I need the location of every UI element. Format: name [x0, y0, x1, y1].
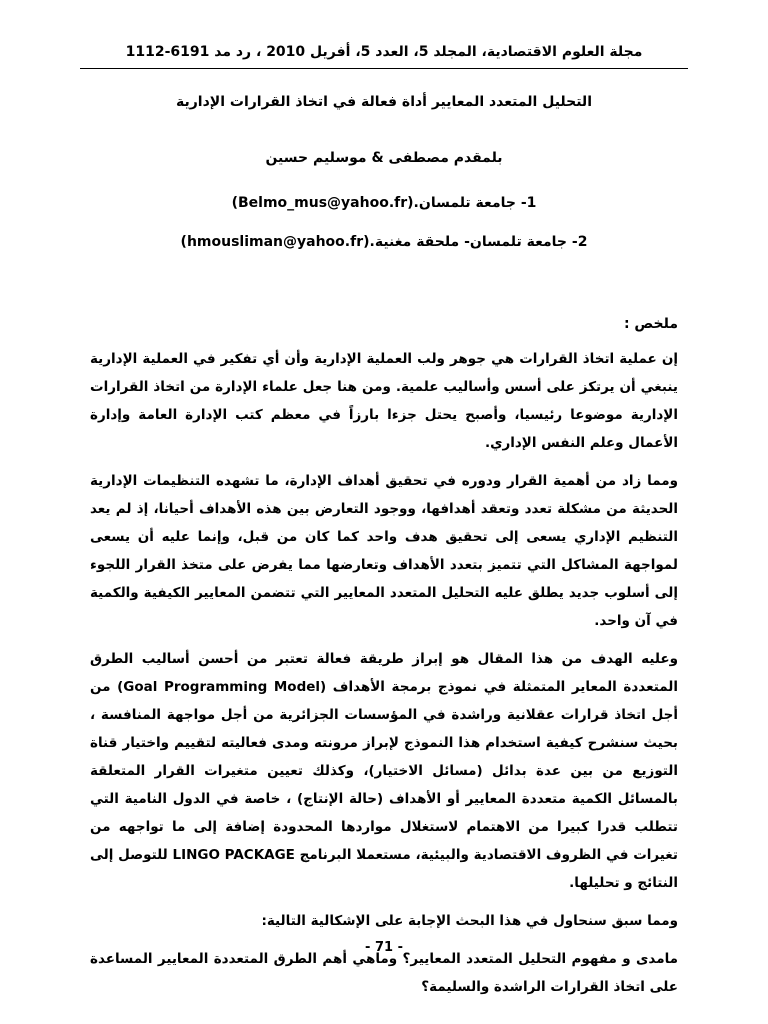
affiliation-1: 1- جامعة تلمسان.(Belmo_mus@yahoo.fr) [231, 195, 537, 211]
abstract-heading: ملخص : [623, 316, 678, 332]
paragraph: ومما زاد من أهمية القرار ودوره في تحقيق أهداف الإدارة، ما تشهده التنظيمات الإدارية الحديثة من مشكلة تعدد وتعقد أهدافها، ووجود التعارض بين هذه الأهداف أحيانا، إذ لم يعد التنظيم الإداري يسعى إلى تحقيق هدف واحد كما كان من قبل، وإنما عليه أن يسعى لمواجهة المشاكل التي تتميز بتعدد الأهداف وتعارضها مما يفرض على متخذ القرار اللجوء إلى أسلوب جديد يطلق عليه التحليل المتعدد المعايير التي تتضمن المعايير الكيفية والكمية في آن واحد. [90, 473, 678, 629]
paragraph: ومما سبق سنحاول في هذا البحث الإجابة على الإشكالية التالية: [261, 913, 678, 929]
paragraph: مامدى و مفهوم التحليل المتعدد المعايير؟ وماهي أهم الطرق المتعددة المعايير المساعدة على اتخاذ القرارات الراشدة والسليمة؟ [90, 951, 678, 995]
abstract-body [90, 345, 678, 1011]
article-title: التحليل المتعدد المعايير أداة فعالة في اتخاذ القرارات الإدارية [175, 94, 592, 110]
paragraph: إن عملية اتخاذ القرارات هي جوهر ولب العملية الإدارية وأن أي تفكير في العملية الإدارية ينبغي أن يرتكز على أسس وأساليب علمية. ومن هنا جعل علماء الإدارة من اتخاذ القرارات الإدارية موضوعا رئيسيا، وأصبح يحتل جزءا بارزاً في معظم كتب الإدارة العامة وإدارة الأعمال وعلم النفس الإداري. [90, 351, 678, 451]
authors: بلمقدم مصطفى & موسليم حسين [265, 150, 503, 166]
affiliation-2: 2- جامعة تلمسان- ملحقة مغنية.(hmousliman@yahoo.fr) [180, 234, 588, 250]
paragraph: وعليه الهدف من هذا المقال هو إبراز طريقة فعالة تعتبر من أحسن أساليب الطرق المتعددة المعاير المتمثلة في نموذج برمجة الأهداف (Goal Programming Model) من أجل اتخاذ قرارات عقلانية وراشدة في المؤسسات الجزائرية من أجل مواجهة المنافسة ، بحيث سنشرح كيفية استخدام هذا النموذج لإبراز مرونته ومدى فعاليته لتقييم واختيار قناة التوزيع من بين عدة بدائل (مسائل الاختيار)، وكذلك تعيين متغيرات القرار المتعلقة بالمسائل الكمية متعددة المعايير أو الأهداف (حالة الإنتاج) ، خاصة في الدول النامية التي تتطلب قدرا كبيرا من الاهتمام لاستغلال مواردها المحدودة إضافة إلى ما تواجهه من تغيرات في الظروف الاقتصادية والبيئية، مستعملا البرنامج LINGO PACKAGE للتوصل إلى النتائج و تحليلها. [90, 651, 679, 891]
page-number: - 71 - [365, 940, 403, 955]
journal-header: مجلة العلوم الاقتصادية، المجلد 5، العدد 5، أفريل 2010 ، رد مد 6191-1112 [80, 44, 688, 69]
